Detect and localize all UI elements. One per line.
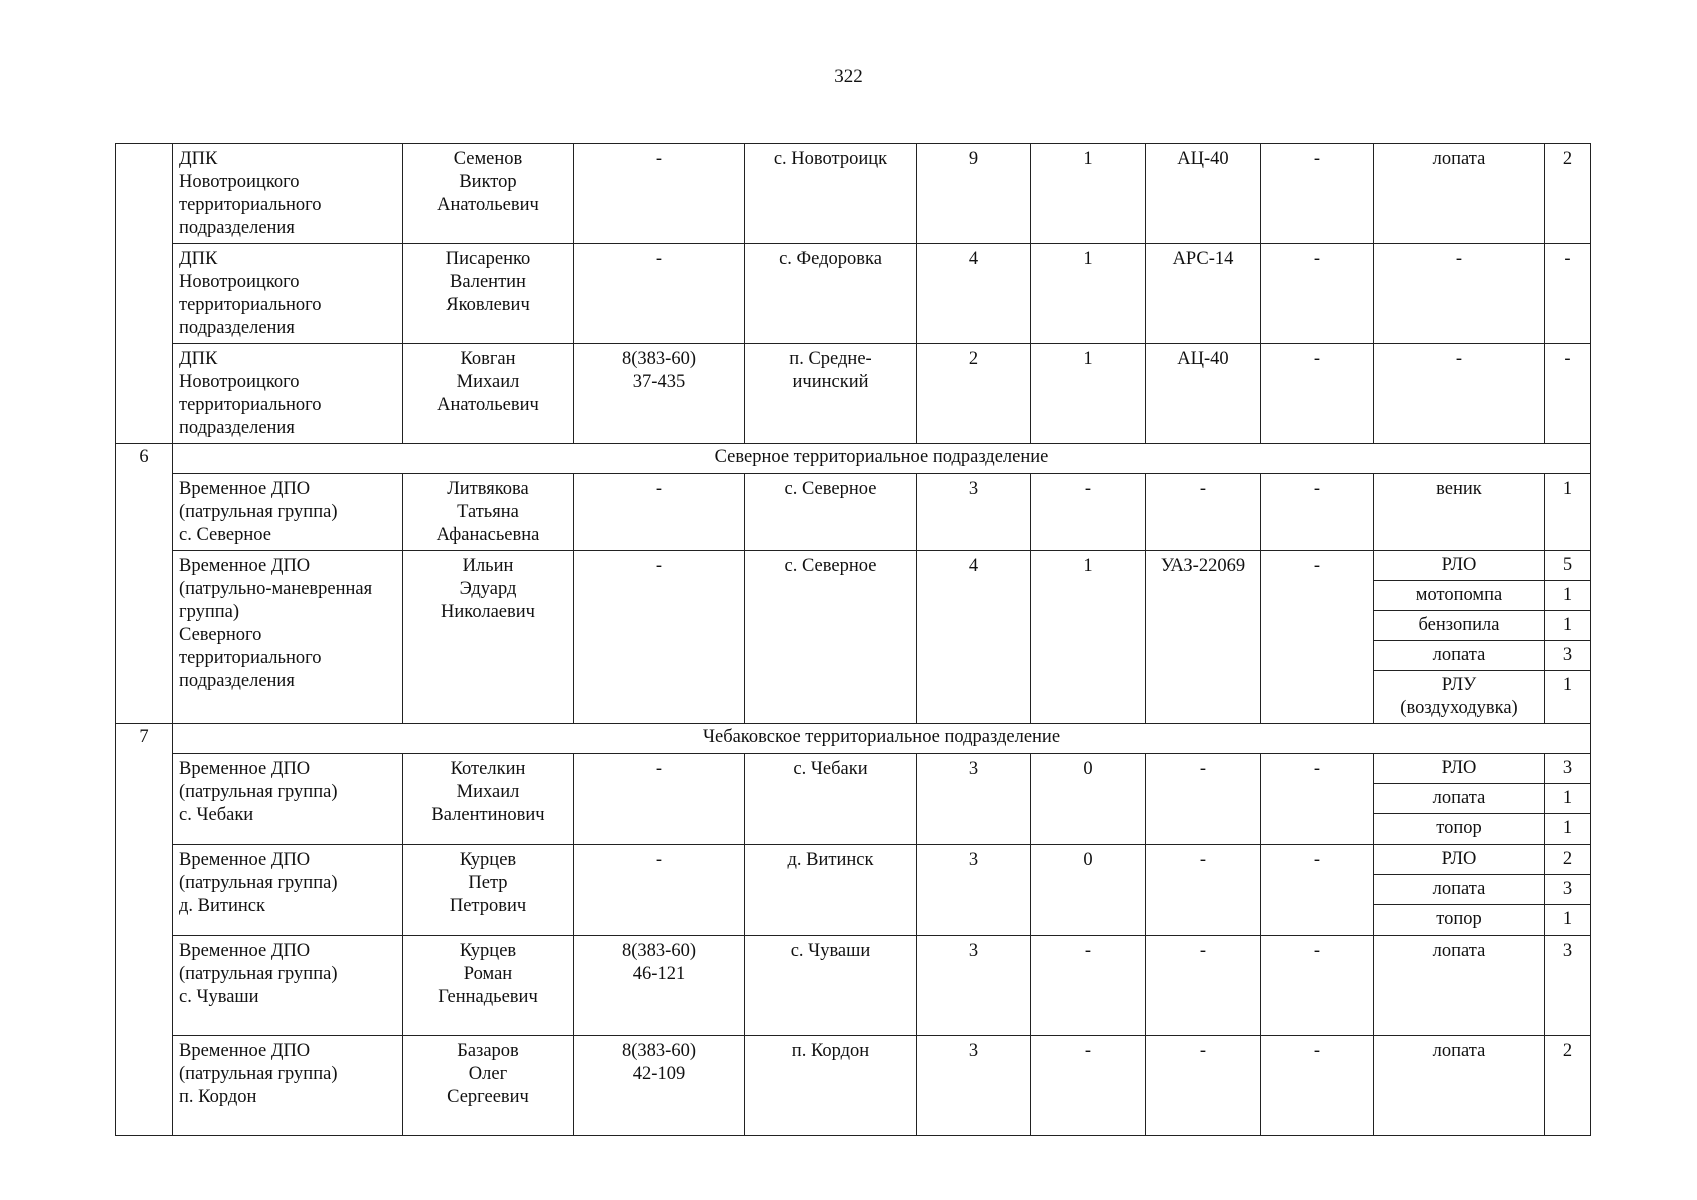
vehicle-type: АЦ-40 [1146, 344, 1261, 444]
phone: 8(383-60) 37-435 [574, 344, 745, 444]
section-header-row [116, 724, 1591, 754]
equipment-name: бензопила [1374, 611, 1545, 641]
table-row [116, 244, 1591, 344]
phone: - [574, 754, 745, 845]
head-name: Котелкин Михаил Валентинович [403, 754, 574, 845]
location: п. Кордон [745, 1036, 917, 1136]
head-name: Литвякова Татьяна Афанасьевна [403, 474, 574, 551]
extra-value: - [1261, 344, 1374, 444]
head-name: Ковган Михаил Анатольевич [403, 344, 574, 444]
people-count: 3 [917, 845, 1031, 936]
location: п. Средне- ичинский [745, 344, 917, 444]
equipment-name: лопата [1374, 641, 1545, 671]
section-title: Северное территориальное подразделение [173, 444, 1591, 474]
people-count: 4 [917, 551, 1031, 724]
unit-name: Временное ДПО (патрульная группа) с. Чуваши [173, 936, 403, 1036]
equipment-qty: - [1545, 244, 1591, 344]
head-name: Ильин Эдуард Николаевич [403, 551, 574, 724]
equipment-qty: 3 [1545, 641, 1591, 671]
vehicle-type: АРС-14 [1146, 244, 1261, 344]
equipment-qty: 2 [1545, 845, 1591, 875]
vehicle-count: 1 [1031, 144, 1146, 244]
equipment-qty: 1 [1545, 474, 1591, 551]
equipment-qty: 3 [1545, 754, 1591, 784]
phone: - [574, 551, 745, 724]
equipment-name: лопата [1374, 1036, 1545, 1136]
equipment-name: РЛО [1374, 754, 1545, 784]
equipment-name: РЛУ (воздуходувка) [1374, 671, 1545, 724]
equipment-name: РЛО [1374, 845, 1545, 875]
equipment-name: веник [1374, 474, 1545, 551]
extra-value: - [1261, 754, 1374, 845]
equipment-qty: 3 [1545, 875, 1591, 905]
head-name: Курцев Роман Геннадьевич [403, 936, 574, 1036]
phone: - [574, 845, 745, 936]
equipment-qty: 3 [1545, 936, 1591, 1036]
unit-name: Временное ДПО (патрульно-маневренная группа) Северного территориального подразделения [173, 551, 403, 724]
extra-value: - [1261, 474, 1374, 551]
unit-name: ДПК Новотроицкого территориального подразделения [173, 344, 403, 444]
people-count: 9 [917, 144, 1031, 244]
equipment-name: лопата [1374, 936, 1545, 1036]
phone: - [574, 474, 745, 551]
location: с. Северное [745, 474, 917, 551]
vehicle-count: - [1031, 1036, 1146, 1136]
extra-value: - [1261, 1036, 1374, 1136]
equipment-qty: 1 [1545, 814, 1591, 845]
equipment-qty: - [1545, 344, 1591, 444]
table-row [116, 344, 1591, 444]
table-row [116, 936, 1591, 1036]
extra-value: - [1261, 936, 1374, 1036]
vehicle-count: 0 [1031, 845, 1146, 936]
vehicle-count: - [1031, 474, 1146, 551]
equipment-qty: 1 [1545, 784, 1591, 814]
page-number: 322 [834, 66, 863, 87]
group-number: 7 [116, 724, 173, 1136]
phone: 8(383-60) 42-109 [574, 1036, 745, 1136]
section-title: Чебаковское территориальное подразделение [173, 724, 1591, 754]
equipment-qty: 1 [1545, 611, 1591, 641]
vehicle-count: 1 [1031, 551, 1146, 724]
head-name: Писаренко Валентин Яковлевич [403, 244, 574, 344]
table-row [116, 754, 1591, 784]
unit-name: Временное ДПО (патрульная группа) с. Чебаки [173, 754, 403, 845]
vehicle-count: 1 [1031, 344, 1146, 444]
unit-name: Временное ДПО (патрульная группа) п. Кордон [173, 1036, 403, 1136]
equipment-qty: 2 [1545, 144, 1591, 244]
equipment-qty: 1 [1545, 905, 1591, 936]
vehicle-count: 1 [1031, 244, 1146, 344]
equipment-qty: 1 [1545, 581, 1591, 611]
people-count: 3 [917, 754, 1031, 845]
equipment-name: лопата [1374, 144, 1545, 244]
vehicle-type: - [1146, 845, 1261, 936]
group-number [116, 144, 173, 444]
table-row [116, 474, 1591, 551]
vehicle-type: - [1146, 936, 1261, 1036]
people-count: 3 [917, 1036, 1031, 1136]
equipment-qty: 5 [1545, 551, 1591, 581]
people-count: 2 [917, 344, 1031, 444]
extra-value: - [1261, 845, 1374, 936]
unit-name: ДПК Новотроицкого территориального подразделения [173, 244, 403, 344]
equipment-name: лопата [1374, 875, 1545, 905]
extra-value: - [1261, 144, 1374, 244]
equipment-name: топор [1374, 814, 1545, 845]
extra-value: - [1261, 244, 1374, 344]
vehicle-type: - [1146, 754, 1261, 845]
unit-name: Временное ДПО (патрульная группа) с. Северное [173, 474, 403, 551]
location: д. Витинск [745, 845, 917, 936]
equipment-name: лопата [1374, 784, 1545, 814]
units-table [115, 143, 1591, 1136]
people-count: 3 [917, 474, 1031, 551]
vehicle-type: АЦ-40 [1146, 144, 1261, 244]
table-row [116, 1036, 1591, 1136]
table-row [116, 551, 1591, 581]
phone: - [574, 244, 745, 344]
vehicle-count: 0 [1031, 754, 1146, 845]
head-name: Семенов Виктор Анатольевич [403, 144, 574, 244]
vehicle-count: - [1031, 936, 1146, 1036]
unit-name: ДПК Новотроицкого территориального подразделения [173, 144, 403, 244]
head-name: Курцев Петр Петрович [403, 845, 574, 936]
extra-value: - [1261, 551, 1374, 724]
equipment-name: РЛО [1374, 551, 1545, 581]
vehicle-type: - [1146, 474, 1261, 551]
people-count: 3 [917, 936, 1031, 1036]
equipment-qty: 2 [1545, 1036, 1591, 1136]
people-count: 4 [917, 244, 1031, 344]
location: с. Федоровка [745, 244, 917, 344]
equipment-name: мотопомпа [1374, 581, 1545, 611]
equipment-qty: 1 [1545, 671, 1591, 724]
location: с. Новотроицк [745, 144, 917, 244]
table-row [116, 845, 1591, 875]
vehicle-type: УАЗ-22069 [1146, 551, 1261, 724]
location: с. Чебаки [745, 754, 917, 845]
location: с. Северное [745, 551, 917, 724]
unit-name: Временное ДПО (патрульная группа) д. Витинск [173, 845, 403, 936]
equipment-name: - [1374, 244, 1545, 344]
vehicle-type: - [1146, 1036, 1261, 1136]
location: с. Чуваши [745, 936, 917, 1036]
group-number: 6 [116, 444, 173, 724]
section-header-row [116, 444, 1591, 474]
phone: 8(383-60) 46-121 [574, 936, 745, 1036]
phone: - [574, 144, 745, 244]
head-name: Базаров Олег Сергеевич [403, 1036, 574, 1136]
equipment-name: - [1374, 344, 1545, 444]
table-row [116, 144, 1591, 244]
equipment-name: топор [1374, 905, 1545, 936]
